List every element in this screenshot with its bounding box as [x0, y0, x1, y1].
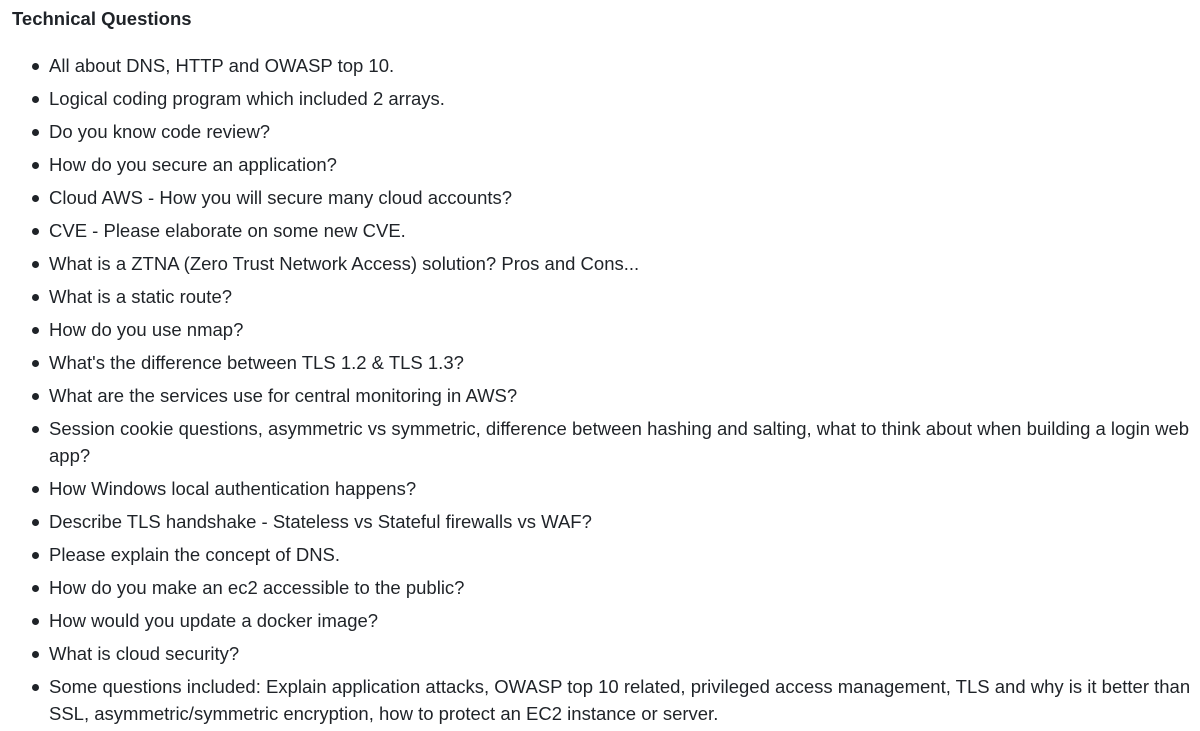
question-text: How would you update a docker image?	[49, 610, 379, 631]
bullet-icon	[32, 486, 39, 493]
list-item	[12, 184, 1200, 211]
list-item	[12, 217, 1200, 244]
list-item	[12, 85, 1200, 112]
bullet-icon	[32, 294, 39, 301]
question-text: All about DNS, HTTP and OWASP top 10.	[49, 55, 395, 76]
question-list	[12, 52, 1200, 727]
list-item	[12, 250, 1200, 277]
bullet-icon	[32, 228, 39, 235]
bullet-icon	[32, 195, 39, 202]
bullet-icon	[32, 360, 39, 367]
bullet-icon	[32, 651, 39, 658]
list-item	[12, 607, 1200, 634]
list-item	[12, 508, 1200, 535]
bullet-icon	[32, 393, 39, 400]
bullet-icon	[32, 129, 39, 136]
bullet-icon	[32, 684, 39, 691]
bullet-icon	[32, 618, 39, 625]
list-item	[12, 415, 1200, 469]
bullet-icon	[32, 261, 39, 268]
question-text: What is a ZTNA (Zero Trust Network Access) solution? Pros and Cons...	[49, 253, 640, 274]
question-text: What's the difference between TLS 1.2 & TLS 1.3?	[49, 352, 464, 373]
question-text: Do you know code review?	[49, 121, 271, 142]
question-text: Session cookie questions, asymmetric vs symmetric, difference between hashing and salting, what to think about when building a login web app?	[49, 418, 1190, 466]
list-item	[12, 118, 1200, 145]
bullet-icon	[32, 327, 39, 334]
list-item	[12, 541, 1200, 568]
bullet-icon	[32, 96, 39, 103]
question-text: CVE - Please elaborate on some new CVE.	[49, 220, 406, 241]
list-item	[12, 640, 1200, 667]
list-item	[12, 52, 1200, 79]
question-text: Some questions included: Explain application attacks, OWASP top 10 related, privileged access management, TLS and why is it better than SSL, asymmetric/symmetric encryption, how to protect an EC2 instance or server.	[49, 676, 1191, 724]
question-text: Cloud AWS - How you will secure many cloud accounts?	[49, 187, 513, 208]
question-text: What are the services use for central monitoring in AWS?	[49, 385, 518, 406]
bullet-icon	[32, 552, 39, 559]
question-text: How Windows local authentication happens?	[49, 478, 417, 499]
bullet-icon	[32, 63, 39, 70]
list-item	[12, 316, 1200, 343]
question-text: What is a static route?	[49, 286, 233, 307]
bullet-icon	[32, 585, 39, 592]
bullet-icon	[32, 519, 39, 526]
bullet-icon	[32, 162, 39, 169]
question-text: Describe TLS handshake - Stateless vs Stateful firewalls vs WAF?	[49, 511, 592, 532]
question-text: What is cloud security?	[49, 643, 240, 664]
bullet-icon	[32, 426, 39, 433]
question-text: How do you make an ec2 accessible to the public?	[49, 577, 465, 598]
list-item	[12, 574, 1200, 601]
list-item	[12, 382, 1200, 409]
question-text: Please explain the concept of DNS.	[49, 544, 341, 565]
question-text: How do you secure an application?	[49, 154, 337, 175]
list-item	[12, 283, 1200, 310]
question-text: How do you use nmap?	[49, 319, 244, 340]
list-item	[12, 349, 1200, 376]
list-item	[12, 475, 1200, 502]
question-text: Logical coding program which included 2 arrays.	[49, 88, 445, 109]
list-item	[12, 151, 1200, 178]
list-item	[12, 673, 1200, 727]
section-heading: Technical Questions	[12, 8, 192, 29]
